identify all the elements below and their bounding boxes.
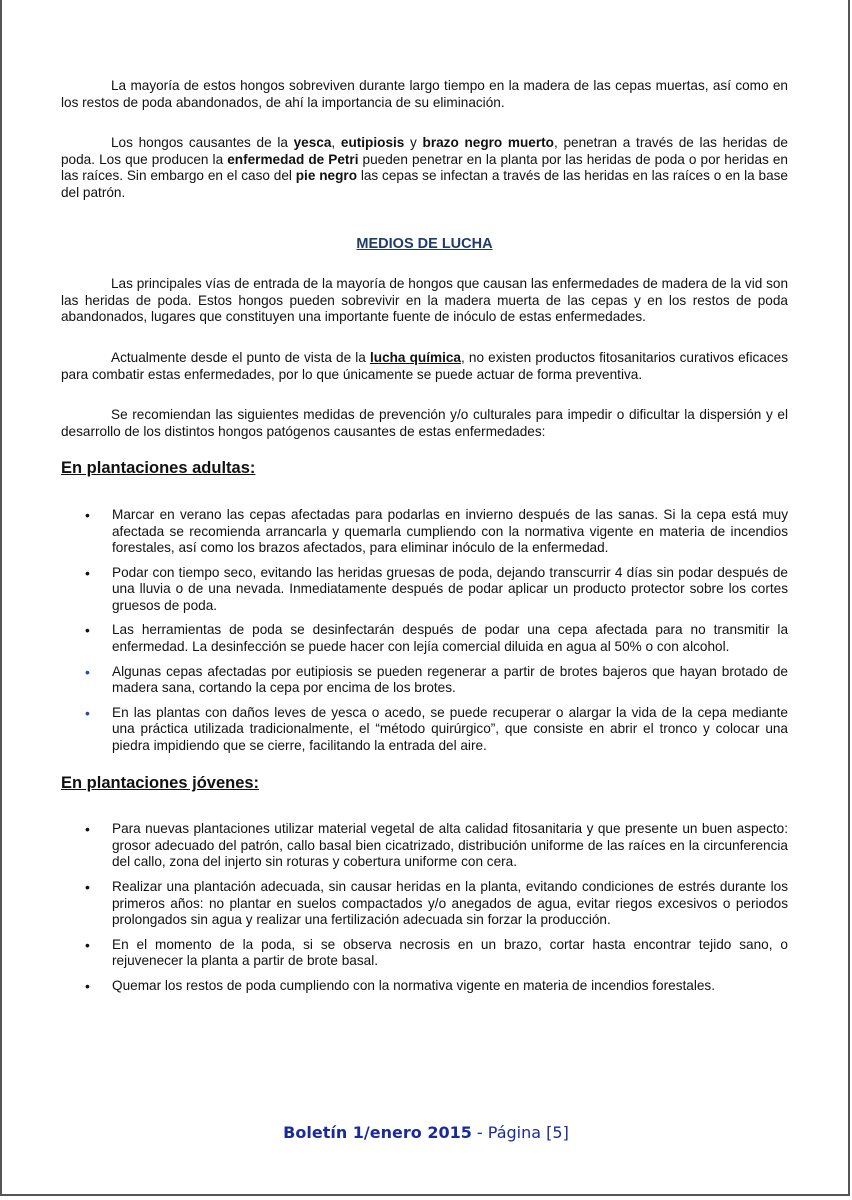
list-item-text: Para nuevas plantaciones utilizar material vegetal de alta calidad fitosanitaria y que presente un buen aspecto: grosor adecuado del patrón, callo basal bien cicatrizado, distribución uniforme de las raíces en la circunferencia del callo, zona del injerto sin roturas y cobertura uniforme con cera. [112, 821, 788, 870]
list-plantaciones-adultas [61, 507, 788, 755]
list-item [61, 664, 788, 697]
heading-plantaciones-adultas: En plantaciones adultas: [61, 459, 256, 478]
text: , [331, 135, 341, 151]
list-plantaciones-jovenes [61, 821, 788, 994]
paragraph-hongos-sobreviven: La mayoría de estos hongos sobreviven durante largo tiempo en la madera de las cepas muertas, así como en los restos de poda abandonados, de ahí la importancia de su eliminación. [61, 78, 788, 110]
list-item [61, 622, 788, 655]
heading-plantaciones-jovenes: En plantaciones jóvenes: [61, 773, 260, 792]
bullet-icon: • [85, 821, 90, 838]
list-item-text: En el momento de la poda, si se observa necrosis en un brazo, cortar hasta encontrar tejido sano, o rejuvenecer la planta a partir de brote basal. [112, 936, 788, 969]
text: , penetran a través de las heridas de poda. Los que producen la [61, 135, 788, 167]
term-petri: enfermedad de Petri [227, 151, 359, 167]
list-item [61, 705, 788, 755]
bullet-icon: • [85, 879, 90, 895]
list-item [61, 978, 788, 995]
text: pueden penetrar en la planta por las heridas de poda o por heridas en las raíces. Sin embargo en el caso del [61, 151, 788, 184]
paragraph-vias-entrada: Las principales vías de entrada de la mayoría de hongos que causan las enfermedades de madera de la vid son las heridas de poda. Estos hongos pueden sobrevivir en la madera muerta de las cepas y en los restos de poda abandonados, lugares que constituyen una importante fuente de inóculo de estas enfermedades. [61, 276, 788, 325]
footer-page-number: - Página [5] [471, 1123, 569, 1142]
paragraph-hongos-causantes [61, 135, 788, 201]
text: Los hongos causantes de la [111, 135, 294, 151]
list-item [61, 937, 788, 970]
bullet-icon: • [85, 564, 90, 581]
list-item-text: Podar con tiempo seco, evitando las heridas gruesas de poda, dejando transcurrir 4 días sin podar después de una lluvia o de una nevada. Inmediatamente después de podar aplicar un producto protector sobre los cortes gruesos de poda. [112, 564, 788, 613]
text: , no existen productos fitosanitarios curativos eficaces para combatir estas enfermedades, por lo que únicamente se puede actuar de forma preventiva. [61, 349, 788, 382]
footer-bulletin: Boletín 1/enero 2015 [283, 1123, 472, 1142]
list-item-text: Realizar una plantación adecuada, sin causar heridas en la planta, evitando condiciones de estrés durante los primeros años: no plantar en suelos compactados y/o anegados de agua, evitar riegos excesivos o periodos prolongados sin agua y realizar una fertilización adecuada sin forzar la producción. [112, 879, 788, 928]
text: y [404, 135, 423, 151]
bullet-icon: • [85, 622, 90, 639]
term-eutipiosis: eutipiosis [340, 135, 405, 151]
term-brazo-negro: brazo negro muerto [422, 135, 554, 151]
list-item [61, 879, 788, 929]
paragraph-lucha-quimica [61, 350, 788, 383]
bullet-icon: • [85, 704, 90, 721]
list-item-text: Algunas cepas afectadas por eutipiosis se pueden regenerar a partir de brotes bajeros que hayan brotado de madera sana, cortando la cepa por encima de los brotes. [112, 663, 788, 696]
text: Actualmente desde el punto de vista de la [111, 349, 370, 365]
list-item-text: Marcar en verano las cepas afectadas para podarlas en invierno después de las sanas. Si la cepa está muy afectada se recomienda arrancarla y quemarla cumpliendo con la normativa vigente en materia de incendios forestales, así como los brazos afectados, para eliminar inóculo de la enfermedad. [112, 506, 788, 556]
term-yesca: yesca [293, 135, 332, 151]
paragraph-medidas-prevencion: Se recomiendan las siguientes medidas de prevención y/o culturales para impedir o dificultar la dispersión y el desarrollo de los distintos hongos patógenos causantes de estas enfermedades: [61, 407, 788, 439]
bullet-icon: • [85, 506, 90, 523]
bullet-icon: • [85, 663, 90, 680]
list-item-text: En las plantas con daños leves de yesca o acedo, se puede recuperar o alargar la vida de la cepa mediante una práctica utilizada tradicionalmente, el “método quirúrgico”, que consiste en abrir el tronco y colocar una piedra impidiendo que se cierre, facilitando la entrada del aire. [112, 704, 788, 754]
text: las cepas se infectan a través de las heridas en las raíces o en la base del patrón. [61, 168, 788, 200]
list-item [61, 565, 788, 615]
page-content [61, 78, 788, 1003]
list-item-text: Las herramientas de poda se desinfectarán después de podar una cepa afectada para no transmitir la enfermedad. La desinfección se puede hacer con lejía comercial diluida en agua al 50% o con alcohol. [112, 622, 788, 655]
list-item [61, 507, 788, 557]
term-lucha-quimica: lucha química [369, 349, 461, 365]
heading-medios-de-lucha: MEDIOS DE LUCHA [356, 235, 493, 252]
list-item [61, 821, 788, 871]
bullet-icon: • [85, 936, 90, 953]
term-pie-negro: pie negro [295, 168, 357, 184]
page-footer [0, 1123, 852, 1142]
list-item-text: Quemar los restos de poda cumpliendo con la normativa vigente en materia de incendios forestales. [112, 977, 715, 993]
bullet-icon: • [85, 977, 90, 994]
